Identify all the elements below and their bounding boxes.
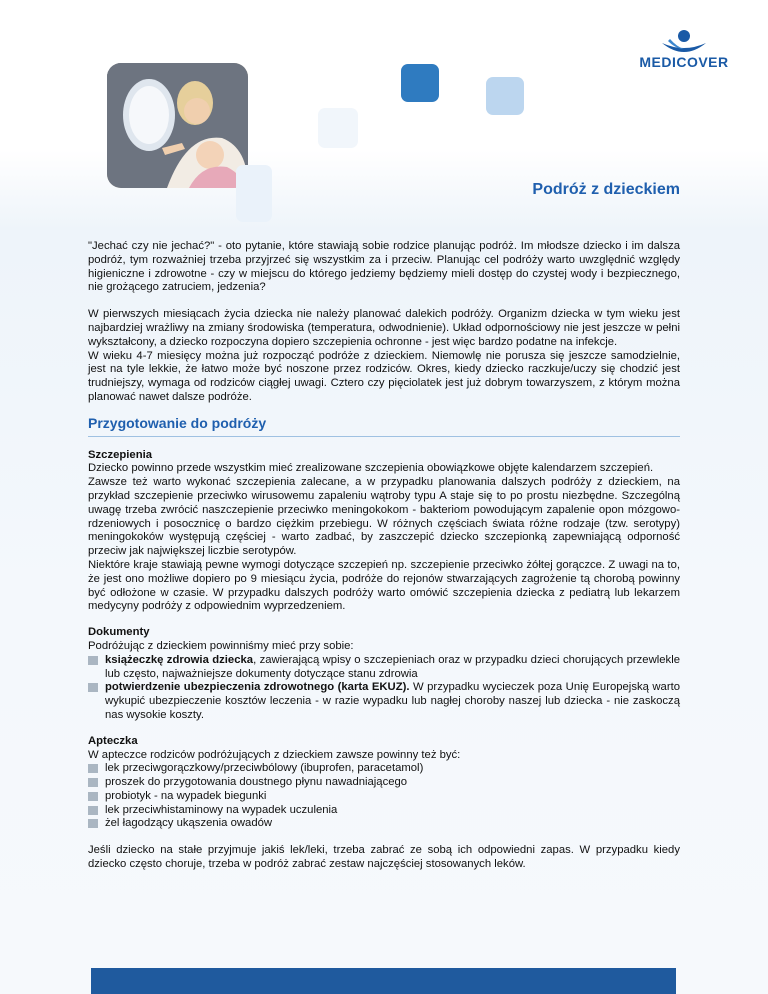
decor-square [486,77,524,115]
bullet-square-icon [88,806,98,815]
list-item [88,790,680,804]
bullet-square-icon [88,656,98,665]
subheading-vaccinations: Szczepienia [88,448,153,461]
vaccinations-paragraph: Dziecko powinno przede wszystkim mieć zrealizowane szczepienia obowiązkowe objęte kalendarzem szczepień. [88,462,654,475]
list-item-text: lek przeciwgorączkowy/przeciwbólowy (ibuprofen, paracetamol) [105,762,424,775]
list-item [88,804,680,818]
subheading-first-aid-kit: Apteczka [88,734,138,747]
list-item-text: , zawierającą wpisy o szczepieniach oraz w przypadku dzieci chorujących przewlekle lub często, najważniejsze dokumenty dotyczące stanu zdrowia [105,653,680,680]
list-item [88,654,680,682]
bullet-square-icon [88,764,98,773]
decor-square [236,165,272,222]
bullet-square-icon [88,683,98,692]
section-heading: Przygotowanie do podróży [88,417,680,437]
list-item-text: lek przeciwhistaminowy na wypadek uczulenia [105,803,338,816]
list-item-text: proszek do przygotowania doustnego płynu nawadniającego [105,776,408,789]
list-item-text: probiotyk - na wypadek biegunki [105,789,267,802]
age-paragraph: W pierwszych miesiącach życia dziecka nie należy planować dalekich podróży. Organizm dziecka w tym wieku jest najbardziej wrażliwy na zmiany środowiska (temperatura, odwodnienie). Układ odpornościowy nie jest jeszcze w pełni wykształcony, a dziecko rozpoczyna dopiero szczepienia ochronne - jest więc bardzo podatne na infekcje. [88,308,680,348]
subheading-documents: Dokumenty [88,626,150,639]
closing-paragraph: Jeśli dziecko na stałe przyjmuje jakiś lek/leki, trzeba zabrać ze sobą ich odpowiedni zapas. W przypadku kiedy dziecko często choruje, trzeba w podróż zabrać zestaw najczęściej stosowanych leków. [88,844,680,871]
logo-text: MEDICOVER [639,54,729,70]
vaccinations-paragraph: Niektóre kraje stawiają pewne wymogi dotyczące szczepień np. szczepienie przeciwko żółtej gorączce. Z uwagi na to, że jest ono możliwe dopiero po 9 miesiącu życia, podróże do rejonów stwarzających zagrożenie tą chorobą powinny być odłożone w czasie. W przypadku dalszych podróży warto omówić szczepienia dziecka z pediatrą lub lekarzem medycyny podróży z odpowiednim wyprzedzeniem. [88,558,680,613]
bullet-square-icon [88,778,98,787]
footer-bar [91,968,676,994]
list-item-text: W przypadku wycieczek poza Unię Europejską warto wykupić ubezpieczenie kosztów leczenia - w razie wypadku lub nagłej choroby naszej lub dziecka - nie zaskoczą nas wysokie koszty. [105,681,681,721]
list-item [88,776,680,790]
decor-square [401,64,439,102]
documents-intro: Podróżując z dzieckiem powinniśmy mieć przy sobie: [88,639,354,652]
kit-intro: W apteczce rodziców podróżujących z dzieckiem zawsze powinny też być: [88,748,461,761]
decor-square [318,108,358,148]
list-item-text: żel łagodzący ukąszenia owadów [105,817,273,830]
age-paragraph: W wieku 4-7 miesięcy można już rozpocząć podróże z dzieckiem. Niemowlę nie porusza się jeszcze samodzielnie, jest na tyle lekkie, że łatwo może być noszone przez rodziców. Okres, kiedy dziecko raczkuje/uczy się chodzić jest trudniejszy, wymaga od rodziców ciągłej uwagi. Cztero czy pięciolatek jest już dobrym towarzyszem, z którym można planować nawet dalsze podróże. [88,349,680,403]
list-item [88,681,680,722]
document-body [88,240,680,872]
list-item [88,817,680,831]
list-item-bold: potwierdzenie ubezpieczenia zdrowotnego (karta EKUZ). [105,681,410,694]
intro-paragraph: "Jechać czy nie jechać?" - oto pytanie, które stawiają sobie rodzice planując podróż. Im młodsze dziecko i im dalsza podróż, tym rozważniej trzeba przyjrzeć się wszystkim za i przeciw. Planując cel podróży warto uwzględnić względy higieniczne i zdrowotne - czy w miejscu do którego jedziemy będziemy mieli dostęp do czystej wody i bezpiecznego, nie grożącego zatruciem, jedzenia? [88,240,680,294]
page-title: Podróż z dzieckiem [532,181,680,198]
travel-photo [107,63,248,188]
bullet-square-icon [88,792,98,801]
vaccinations-paragraph: Zawsze też warto wykonać szczepienia zalecane, a w przypadku planowania dalszych podróży z dzieckiem, na przykład szczepienie przeciwko wirusowemu zapaleniu wątroby typu A staje się to po prostu niezbędne. Szczególną uwagę trzeba zwrócić naszczepienie przeciwko meningokokom - bakteriom powodującym zapalenie opon mózgowo-rdzeniowych i posocznicę o bardzo ciężkim przebiegu. W różnych częściach świata różne rodzaje (tzw. serotypy) meningokoków występują częściej - warto zadbać, by zaszczepić dziecko szczepionką zapewniającą odporność przeciw jak największej liczbie serotypów. [88,476,680,558]
list-item-bold: książeczkę zdrowia dziecka [105,653,254,666]
list-item [88,762,680,776]
bullet-square-icon [88,819,98,828]
